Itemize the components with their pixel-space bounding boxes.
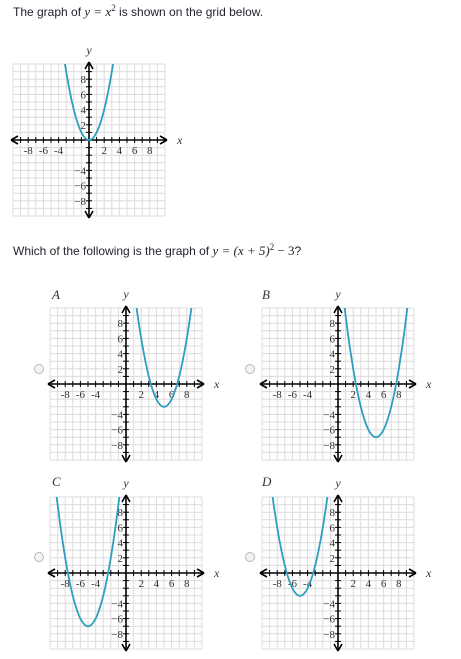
x-tick-label: 6 — [380, 578, 387, 590]
x-tick-label: -4 — [91, 578, 101, 590]
x-tick-label: -6 — [75, 389, 85, 401]
main-exponent: 2 — [269, 242, 275, 252]
y-tick-label: −8 — [323, 628, 335, 641]
y-tick-label: 4 — [329, 348, 335, 361]
option-c-letter: C — [52, 474, 61, 489]
y-tick-label: −4 — [74, 165, 86, 178]
y-tick-label: −6 — [323, 613, 335, 626]
y-tick-label: −4 — [323, 598, 335, 611]
y-tick-label: −8 — [323, 439, 335, 452]
y-tick-label: −6 — [111, 424, 123, 437]
x-tick-label: 8 — [396, 389, 402, 401]
x-tick-label: -8 — [23, 145, 33, 157]
x-tick-label: -4 — [54, 145, 64, 157]
x-tick-label: -8 — [272, 578, 282, 590]
y-tick-label: −6 — [74, 180, 86, 193]
y-tick-label: 6 — [117, 333, 123, 346]
x-tick-label: 8 — [396, 578, 402, 590]
x-tick-label: 2 — [138, 578, 144, 590]
option-b-letter: B — [262, 287, 270, 302]
x-tick-label: 8 — [184, 578, 190, 590]
main-suffix: ? — [294, 244, 302, 258]
y-tick-label: −6 — [111, 613, 123, 626]
y-tick-label: 2 — [117, 363, 123, 376]
y-axis-label: y — [123, 476, 129, 490]
x-tick-label: -4 — [303, 389, 313, 401]
x-tick-label: 8 — [147, 145, 153, 157]
x-axis-label: x — [426, 377, 432, 391]
x-tick-label: 6 — [380, 389, 387, 401]
y-tick-label: −8 — [111, 628, 123, 641]
y-tick-label: 8 — [117, 507, 123, 520]
y-tick-label: 4 — [117, 537, 123, 550]
intro-prefix: The graph of — [13, 5, 85, 19]
option-d-letter: D — [262, 474, 272, 489]
y-tick-label: 2 — [117, 552, 123, 565]
main-prefix: Which of the following is the graph of — [13, 244, 213, 258]
x-tick-label: 4 — [365, 578, 372, 590]
y-tick-label: 8 — [80, 74, 86, 87]
x-tick-label: 6 — [168, 389, 175, 401]
x-tick-label: -4 — [303, 578, 313, 590]
option-a-letter: A — [52, 287, 60, 302]
x-axis-label: x — [214, 566, 220, 580]
x-tick-label: 4 — [365, 389, 372, 401]
y-tick-label: −6 — [323, 424, 335, 437]
x-tick-label: -6 — [287, 578, 297, 590]
y-tick-label: 8 — [329, 507, 335, 520]
y-tick-label: −8 — [74, 195, 86, 208]
y-tick-label: −4 — [111, 409, 123, 422]
y-tick-label: 6 — [329, 333, 335, 346]
y-tick-label: 6 — [117, 522, 123, 535]
y-tick-label: 4 — [329, 537, 335, 550]
y-tick-label: 4 — [117, 348, 123, 361]
x-tick-label: 2 — [138, 389, 144, 401]
x-tick-label: 2 — [350, 389, 356, 401]
main-math: y = (x + 5) — [212, 243, 270, 258]
x-tick-label: 4 — [153, 389, 160, 401]
y-tick-label: 2 — [329, 552, 335, 565]
x-axis-label: x — [426, 566, 432, 580]
intro-exponent: 2 — [111, 3, 116, 13]
x-tick-label: -8 — [60, 389, 70, 401]
x-tick-label: -8 — [272, 389, 282, 401]
x-tick-label: -6 — [38, 145, 48, 157]
x-tick-label: 4 — [116, 145, 123, 157]
x-tick-label: 6 — [131, 145, 138, 157]
x-tick-label: -6 — [75, 578, 85, 590]
y-axis-label: y — [123, 287, 129, 301]
y-tick-label: 4 — [80, 104, 86, 117]
x-tick-label: 6 — [168, 578, 175, 590]
x-axis-label: x — [214, 377, 220, 391]
y-tick-label: 6 — [329, 522, 335, 535]
intro-suffix: is shown on the grid below. — [115, 5, 264, 19]
y-tick-label: −4 — [111, 598, 123, 611]
y-axis-label: y — [335, 287, 341, 301]
x-tick-label: 2 — [101, 145, 107, 157]
y-tick-label: −8 — [111, 439, 123, 452]
y-axis-label: y — [335, 476, 341, 490]
y-axis-label: y — [86, 43, 92, 57]
y-tick-label: −4 — [323, 409, 335, 422]
y-tick-label: 8 — [117, 318, 123, 331]
graph-optD — [260, 0, 432, 651]
x-tick-label: 4 — [153, 578, 160, 590]
y-tick-label: 6 — [80, 89, 86, 102]
y-tick-label: 2 — [329, 363, 335, 376]
main-tail: − 3 — [274, 243, 295, 258]
intro-math: y = x — [84, 4, 112, 19]
x-tick-label: 2 — [350, 578, 356, 590]
y-tick-label: 8 — [329, 318, 335, 331]
x-tick-label: -6 — [287, 389, 297, 401]
x-tick-label: -8 — [60, 578, 70, 590]
x-tick-label: -4 — [91, 389, 101, 401]
x-tick-label: 8 — [184, 389, 190, 401]
y-tick-label: 2 — [80, 119, 86, 132]
x-axis-label: x — [177, 133, 183, 147]
